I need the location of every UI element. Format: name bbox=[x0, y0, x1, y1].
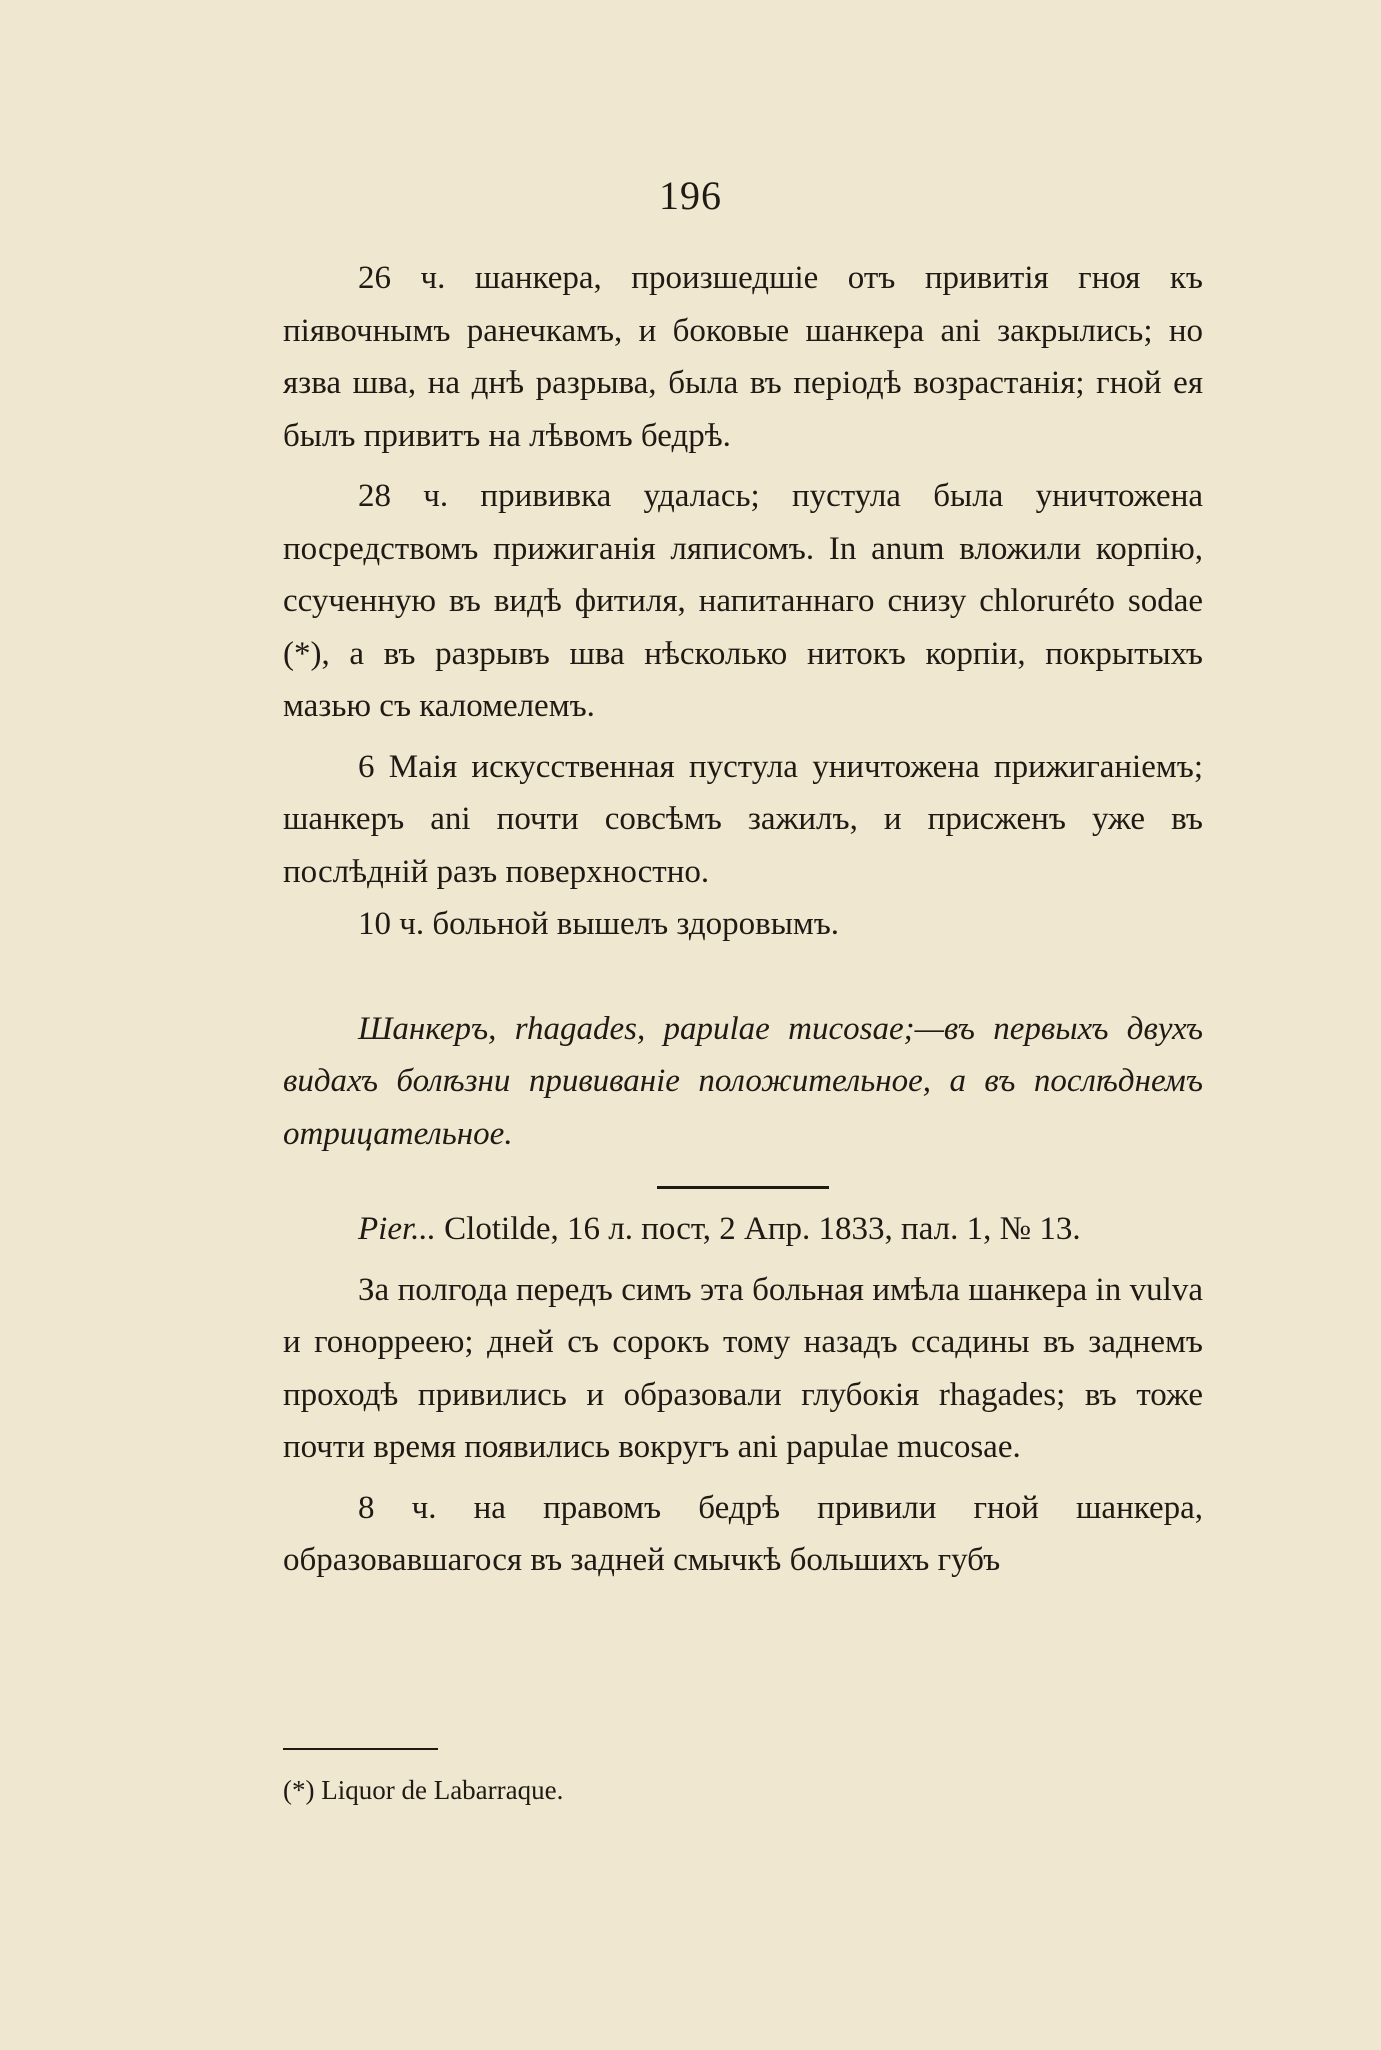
paragraph: За полгода передъ симъ эта больная имѣла шанкера in vulva и гонорреею; дней съ сорокъ тому назадъ ссадины въ заднемъ проходѣ привились и образовали глубокія rhagades; въ тоже почти время появились вокругъ ani papulae mucosae. bbox=[283, 1271, 1203, 1465]
section-divider bbox=[657, 1186, 829, 1189]
case-patient-name: Pier... bbox=[358, 1211, 436, 1247]
case-details: Clotilde, 16 л. пост, 2 Апр. 1833, пал. 1, № 13. bbox=[435, 1211, 1081, 1247]
paragraph: 8 ч. на правомъ бедрѣ привили гной шанкера, образовавшагося въ задней смычкѣ большихъ губъ bbox=[283, 1489, 1203, 1578]
footnote-divider bbox=[283, 1748, 438, 1750]
case-header bbox=[283, 1203, 1203, 1256]
page-number: 196 bbox=[659, 173, 722, 218]
paragraph: 28 ч. прививка удалась; пустула была уничтожена посредствомъ прижиганія ляписомъ. In anum вложили корпію, ссученную въ видѣ фитиля, напитаннаго снизу chloruréto sodae (*), а въ разрывъ шва нѣсколько нитокъ корпіи, покрытыхъ мазью съ каломелемъ. bbox=[283, 478, 1203, 724]
paragraph: 6 Маія искусственная пустула уничтожена прижиганіемъ; шанкеръ ani почти совсѣмъ зажилъ, и присженъ уже въ послѣдній разъ поверхностно. bbox=[283, 748, 1203, 890]
footnote: (*) Liquor de Labarraque. bbox=[283, 1775, 564, 1805]
paragraph: 10 ч. больной вышелъ здоровымъ. bbox=[358, 906, 840, 942]
paragraph: 26 ч. шанкера, произшедшіе отъ привитія гноя къ піявочнымъ ранечкамъ, и боковые шанкера ani закрылись; но язва шва, на днѣ разрыва, была въ періодѣ возрастанія; гной ея былъ привитъ на лѣвомъ бедрѣ. bbox=[283, 260, 1203, 454]
page-body bbox=[283, 252, 1203, 1587]
section-heading: Шанкеръ, rhagades, papulae mucosae;—въ первыхъ двухъ видахъ болѣзни прививаніе положительное, а въ послѣднемъ отрицательное. bbox=[283, 1010, 1203, 1152]
